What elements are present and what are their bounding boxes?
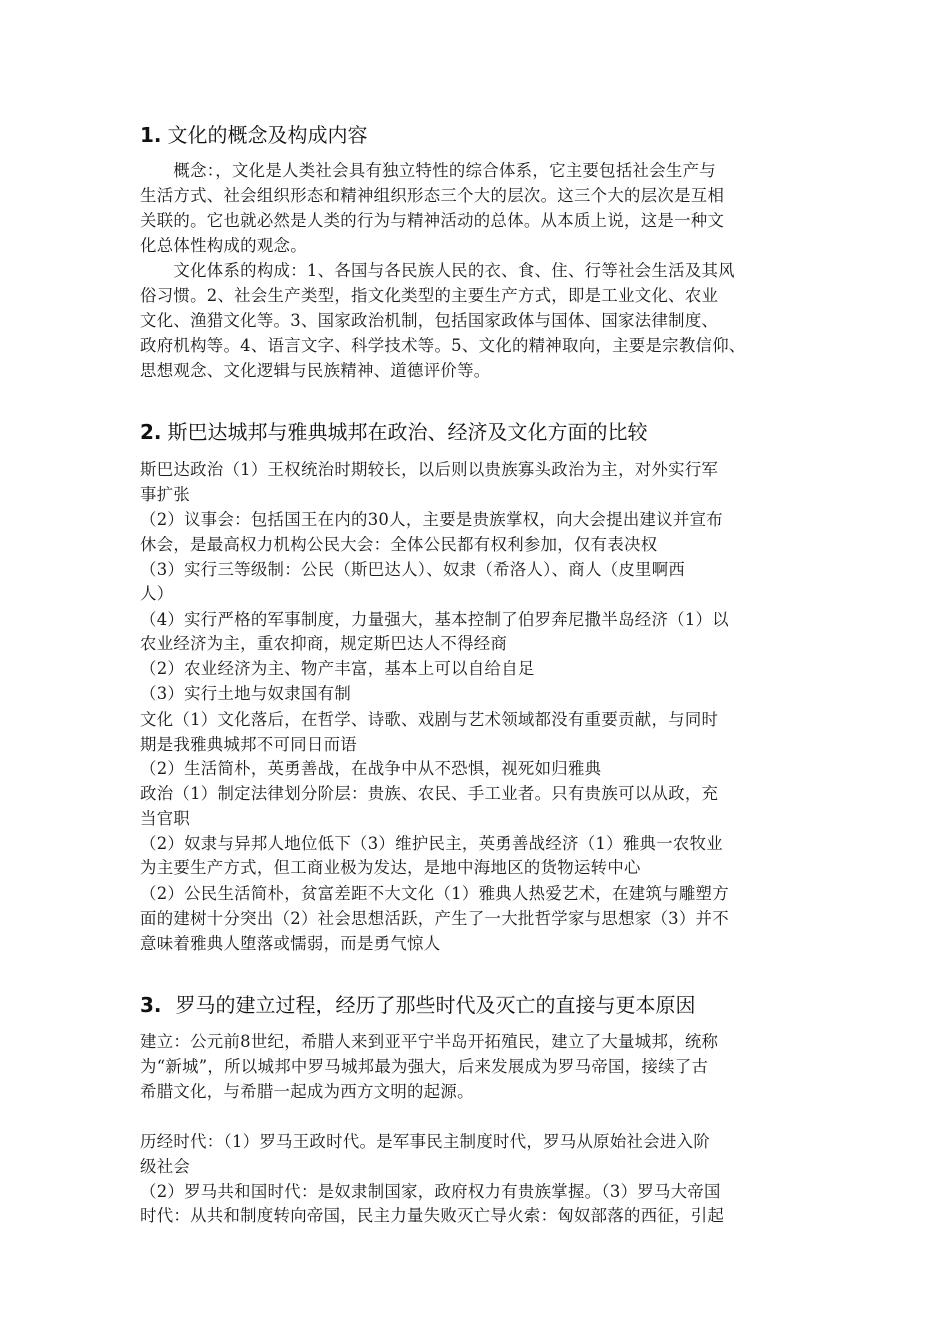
paragraph-line: 文化（1）文化落后，在哲学、诗歌、戏剧与艺术领域都没有重要贡献，与同时 [140,710,719,729]
paragraph-line: 生活方式、社会组织形态和精神组织形态三个大的层次。这三个大的层次是互相 [140,186,725,205]
paragraph-line: 期是我雅典城邦不可同日而语 [140,735,357,754]
paragraph-line: 政府机构等。4、语言文字、科学技术等。5、文化的精神取向，主要是宗教信仰、 [140,336,746,355]
paragraph-line: （2）罗马共和国时代：是奴隶制国家，政府权力有贵族掌握。（3）罗马大帝国 [140,1182,721,1201]
paragraph-line: （2）议事会：包括国王在内的30人，主要是贵族掌权，向大会提出建议并宣布 [140,510,723,529]
paragraph-line: 概念：，文化是人类社会具有独立特性的综合体系，它主要包括社会生产与 [140,161,716,180]
section-3-number: 3. [140,993,162,1017]
section-3-title: 罗马的建立过程，经历了那些时代及灭亡的直接与更本原因 [175,993,696,1017]
paragraph-line: 为主要生产方式，但工商业极为发达，是地中海地区的货物运转中心 [140,858,641,877]
paragraph-line: （2）生活简朴，英勇善战，在战争中从不恐惧，视死如归雅典 [140,759,602,778]
paragraph-line: 历经时代：（1）罗马王政时代。是军事民主制度时代，罗马从原始社会进入阶 [140,1132,711,1151]
paragraph-line: 级社会 [140,1157,191,1176]
paragraph-line: 当官职 [140,809,191,828]
paragraph-line: 面的建树十分突出（2）社会思想活跃，产生了一大批哲学家与思想家（3）并不 [140,909,729,928]
paragraph-line: （3）实行土地与奴隶国有制 [140,684,352,703]
paragraph-line: 政治（1）制定法律划分阶层：贵族、农民、手工业者。只有贵族可以从政，充 [140,784,719,803]
paragraph-line: 休会，是最高权力机构公民大会：全体公民都有权利参加，仅有表决权 [140,535,658,554]
section-3-heading [140,993,696,1017]
paragraph-line: 俗习惯。2、社会生产类型，指文化类型的主要生产方式，即是工业文化、农业 [140,286,719,305]
paragraph-line: 化总体性构成的观念。 [140,236,307,255]
paragraph-line: 为“新城”，所以城邦中罗马城邦最为强大，后来发展成为罗马帝国，接续了古 [140,1057,709,1076]
section-2-heading [140,420,648,444]
paragraph-line: 希腊文化，与希腊一起成为西方文明的起源。 [140,1082,474,1101]
paragraph-line: 思想观念、文化逻辑与民族精神、道德评价等。 [140,361,491,380]
paragraph-line: 关联的。它也就必然是人类的行为与精神活动的总体。从本质上说，这是一种文 [140,211,725,230]
paragraph-line: 意味着雅典人堕落或懦弱，而是勇气惊人 [140,934,441,953]
paragraph-line: （2）公民生活简朴，贫富差距不大文化（1）雅典人热爱艺术，在建筑与雕塑方 [140,884,729,903]
section-2-number: 2. [140,420,162,444]
paragraph-line: （4）实行严格的军事制度，力量强大，基本控制了伯罗奔尼撒半岛经济（1）以 [140,610,729,629]
paragraph-line: 时代：从共和制度转向帝国，民主力量失败灭亡导火索：匈奴部落的西征，引起 [140,1206,725,1225]
section-2-title: 斯巴达城邦与雅典城邦在政治、经济及文化方面的比较 [167,420,648,444]
section-1-number: 1. [140,123,162,147]
paragraph-line: （2）奴隶与异邦人地位低下（3）维护民主，英勇善战经济（1）雅典一农牧业 [140,834,723,853]
paragraph-line: 文化、渔猎文化等。3、国家政治机制，包括国家政体与国体、国家法律制度、 [140,311,719,330]
paragraph-line: 建立：公元前8世纪，希腊人来到亚平宁半岛开拓殖民，建立了大量城邦，统称 [140,1032,719,1051]
paragraph-line: （3）实行三等级制：公民（斯巴达人）、奴隶（希洛人）、商人（皮里啊西 [140,560,686,579]
section-1-title: 文化的概念及构成内容 [167,123,368,147]
paragraph-line: 农业经济为主，重农抑商，规定斯巴达人不得经商 [140,634,508,653]
paragraph-line: 文化体系的构成：1、各国与各民族人民的衣、食、住、行等社会生活及其风 [140,261,735,280]
paragraph-line: 斯巴达政治（1）王权统治时期较长，以后则以贵族寡头政治为主，对外实行军 [140,460,719,479]
paragraph-line: 人） [140,584,174,603]
paragraph-line: （2）农业经济为主、物产丰富，基本上可以自给自足 [140,659,535,678]
section-1-heading [140,123,368,147]
paragraph-line: 事扩张 [140,485,191,504]
